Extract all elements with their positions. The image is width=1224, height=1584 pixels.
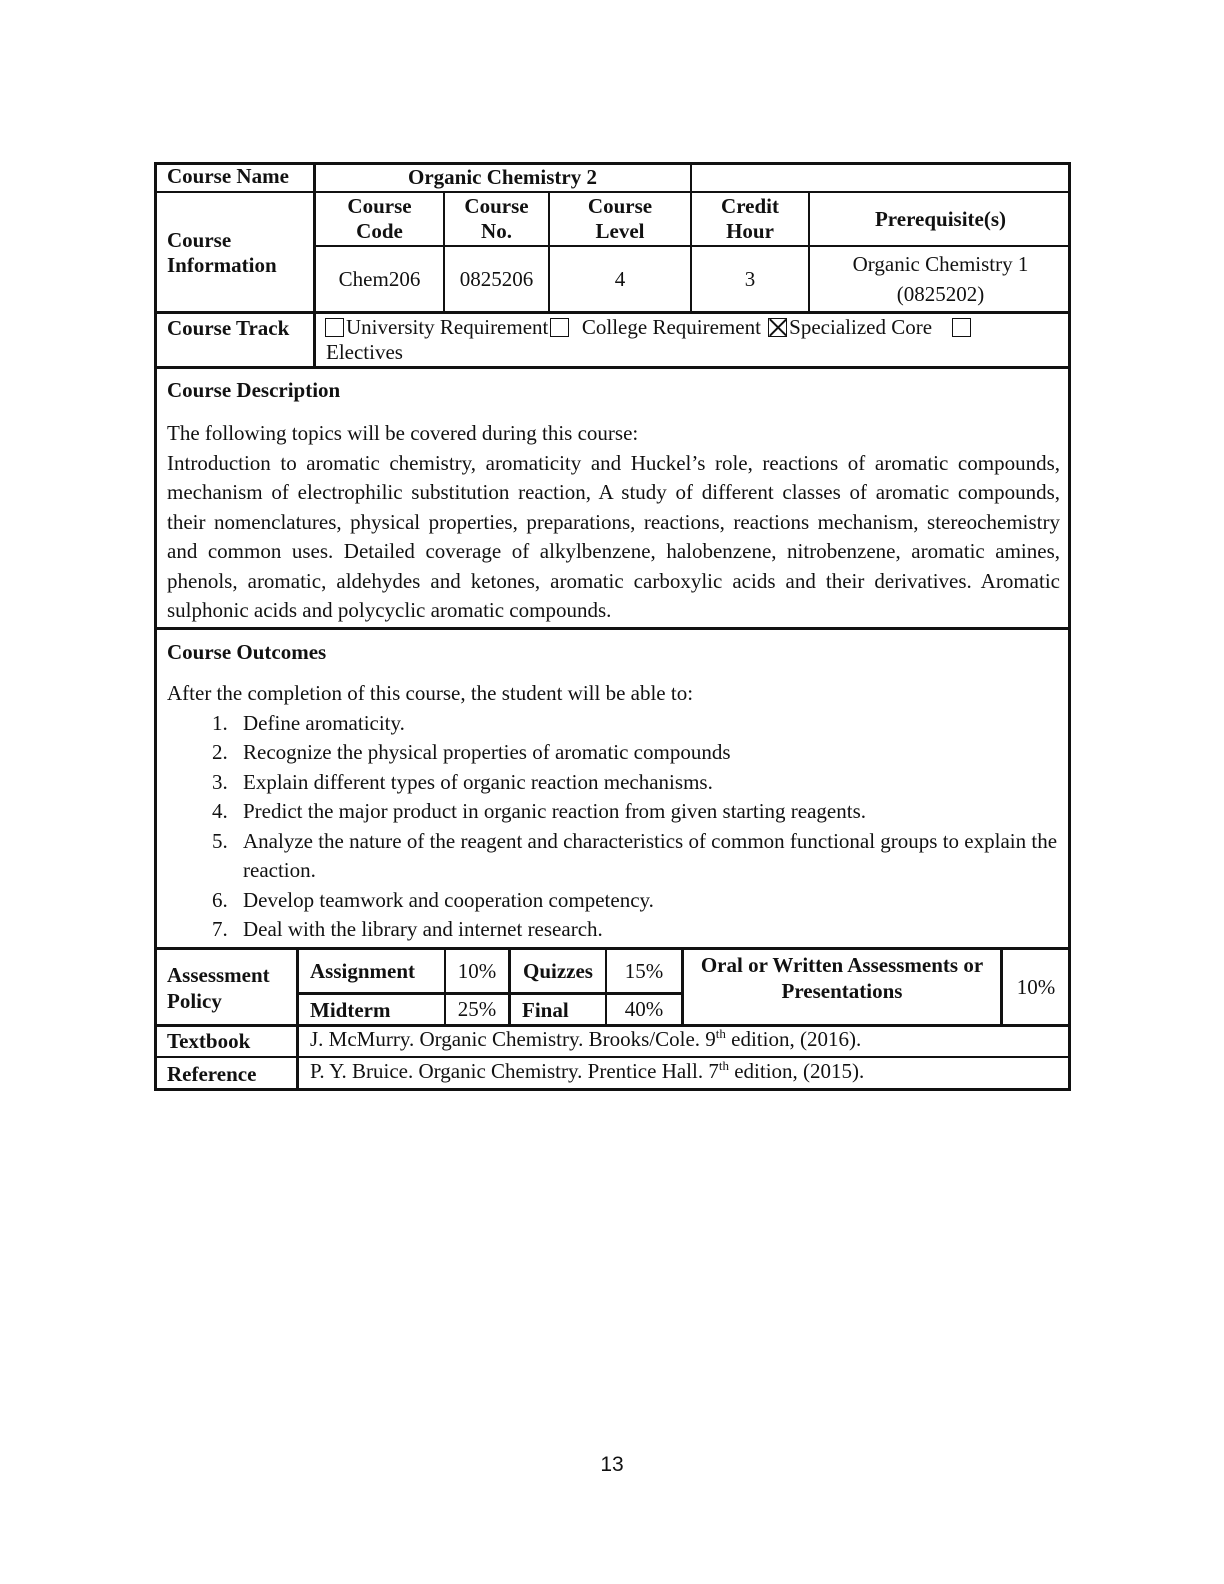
assessment-policy-label: Assessment Policy — [167, 963, 270, 1013]
course-level-value: 4 — [614, 266, 626, 291]
outcome-item: 3. Explain different types of organic reaction mechanisms. — [233, 768, 1060, 798]
textbook-citation: J. McMurry. Organic Chemistry. Brooks/Cole. 9th edition, (2016). — [310, 1026, 862, 1051]
course-name-value: Organic Chemistry 2 — [408, 164, 597, 189]
assignment-label: Assignment — [310, 959, 416, 983]
specialized-core-checkbox[interactable] — [768, 318, 787, 337]
assignment-value: 10% — [457, 958, 497, 983]
outcome-item: 5. Analyze the nature of the reagent and characteristics of common functional groups to explain the reaction. — [233, 827, 1060, 886]
course-outcomes-intro: After the completion of this course, the student will be able to: — [167, 681, 694, 705]
midterm-label: Midterm — [310, 998, 391, 1022]
reference-citation: P. Y. Bruice. Organic Chemistry. Prentice Hall. 7th edition, (2015). — [310, 1058, 865, 1083]
prerequisites-value: Organic Chemistry 1 (0825202) — [852, 252, 1029, 306]
course-description-body: Introduction to aromatic chemistry, aromaticity and Huckel’s role, reactions of aromatic compounds, mechanism of electrophilic substitution reaction, A study of different classes of aromatic compounds, their nomenclatures, physical properties, preparations, reactions, reactions mechanism, stereochemistry and common uses. Detailed coverage of alkylbenzene, halobenzene, nitrobenzene, aromatic amines, phenols, aromatic, aldehydes and ketones, aromatic carboxylic acids and their derivatives. Aromatic sulphonic acids and polycyclic aromatic compounds. — [167, 450, 1060, 622]
course-name-label: Course Name — [167, 164, 289, 188]
page-number: 13 — [600, 1453, 624, 1476]
university-requirement-checkbox[interactable] — [325, 318, 344, 337]
textbook-label: Textbook — [167, 1029, 251, 1053]
electives-checkbox[interactable] — [952, 318, 971, 337]
course-outcomes-section — [167, 640, 1060, 945]
specialized-core-label: Specialized Core — [789, 315, 933, 339]
course-level-header: Course Level — [587, 194, 653, 243]
oral-written-assessments-label: Oral or Written Assessments or Presentations — [700, 953, 984, 1003]
outcome-item: 6. Develop teamwork and cooperation competency. — [233, 886, 1060, 916]
outcome-item: 4. Predict the major product in organic reaction from given starting reagents. — [233, 797, 1060, 827]
course-code-value: Chem206 — [338, 266, 421, 291]
course-description-intro: The following topics will be covered during this course: — [167, 421, 639, 445]
course-information-label: Course Information — [167, 228, 277, 277]
oral-written-assessments-value: 10% — [1016, 974, 1056, 999]
course-description-section — [167, 378, 1060, 626]
course-outcomes-heading: Course Outcomes — [167, 640, 327, 664]
college-requirement-checkbox[interactable] — [550, 318, 569, 337]
credit-hour-header: Credit Hour — [721, 194, 779, 243]
quizzes-label: Quizzes — [523, 958, 593, 983]
course-track-options — [323, 315, 1063, 365]
outcome-item: 2. Recognize the physical properties of aromatic compounds — [233, 738, 1060, 768]
college-requirement-label: College Requirement — [581, 315, 761, 339]
outcome-item: 7. Deal with the library and internet research. — [233, 915, 1060, 945]
reference-label: Reference — [167, 1062, 257, 1086]
credit-hour-value: 3 — [744, 266, 756, 291]
course-description-heading: Course Description — [167, 378, 341, 402]
course-outcomes-list — [167, 709, 1060, 945]
quizzes-value: 15% — [624, 958, 664, 983]
course-no-header: Course No. — [464, 194, 529, 243]
final-label: Final — [522, 998, 569, 1022]
course-track-label: Course Track — [167, 316, 290, 340]
midterm-value: 25% — [457, 997, 497, 1021]
final-value: 40% — [624, 997, 664, 1021]
electives-label: Electives — [326, 340, 403, 364]
course-no-value: 0825206 — [459, 266, 534, 291]
course-code-header: Course Code — [347, 194, 412, 243]
outcome-item: 1. Define aromaticity. — [233, 709, 1060, 739]
prerequisites-header: Prerequisite(s) — [874, 206, 1007, 231]
university-requirement-label: University Requirement — [346, 315, 549, 339]
